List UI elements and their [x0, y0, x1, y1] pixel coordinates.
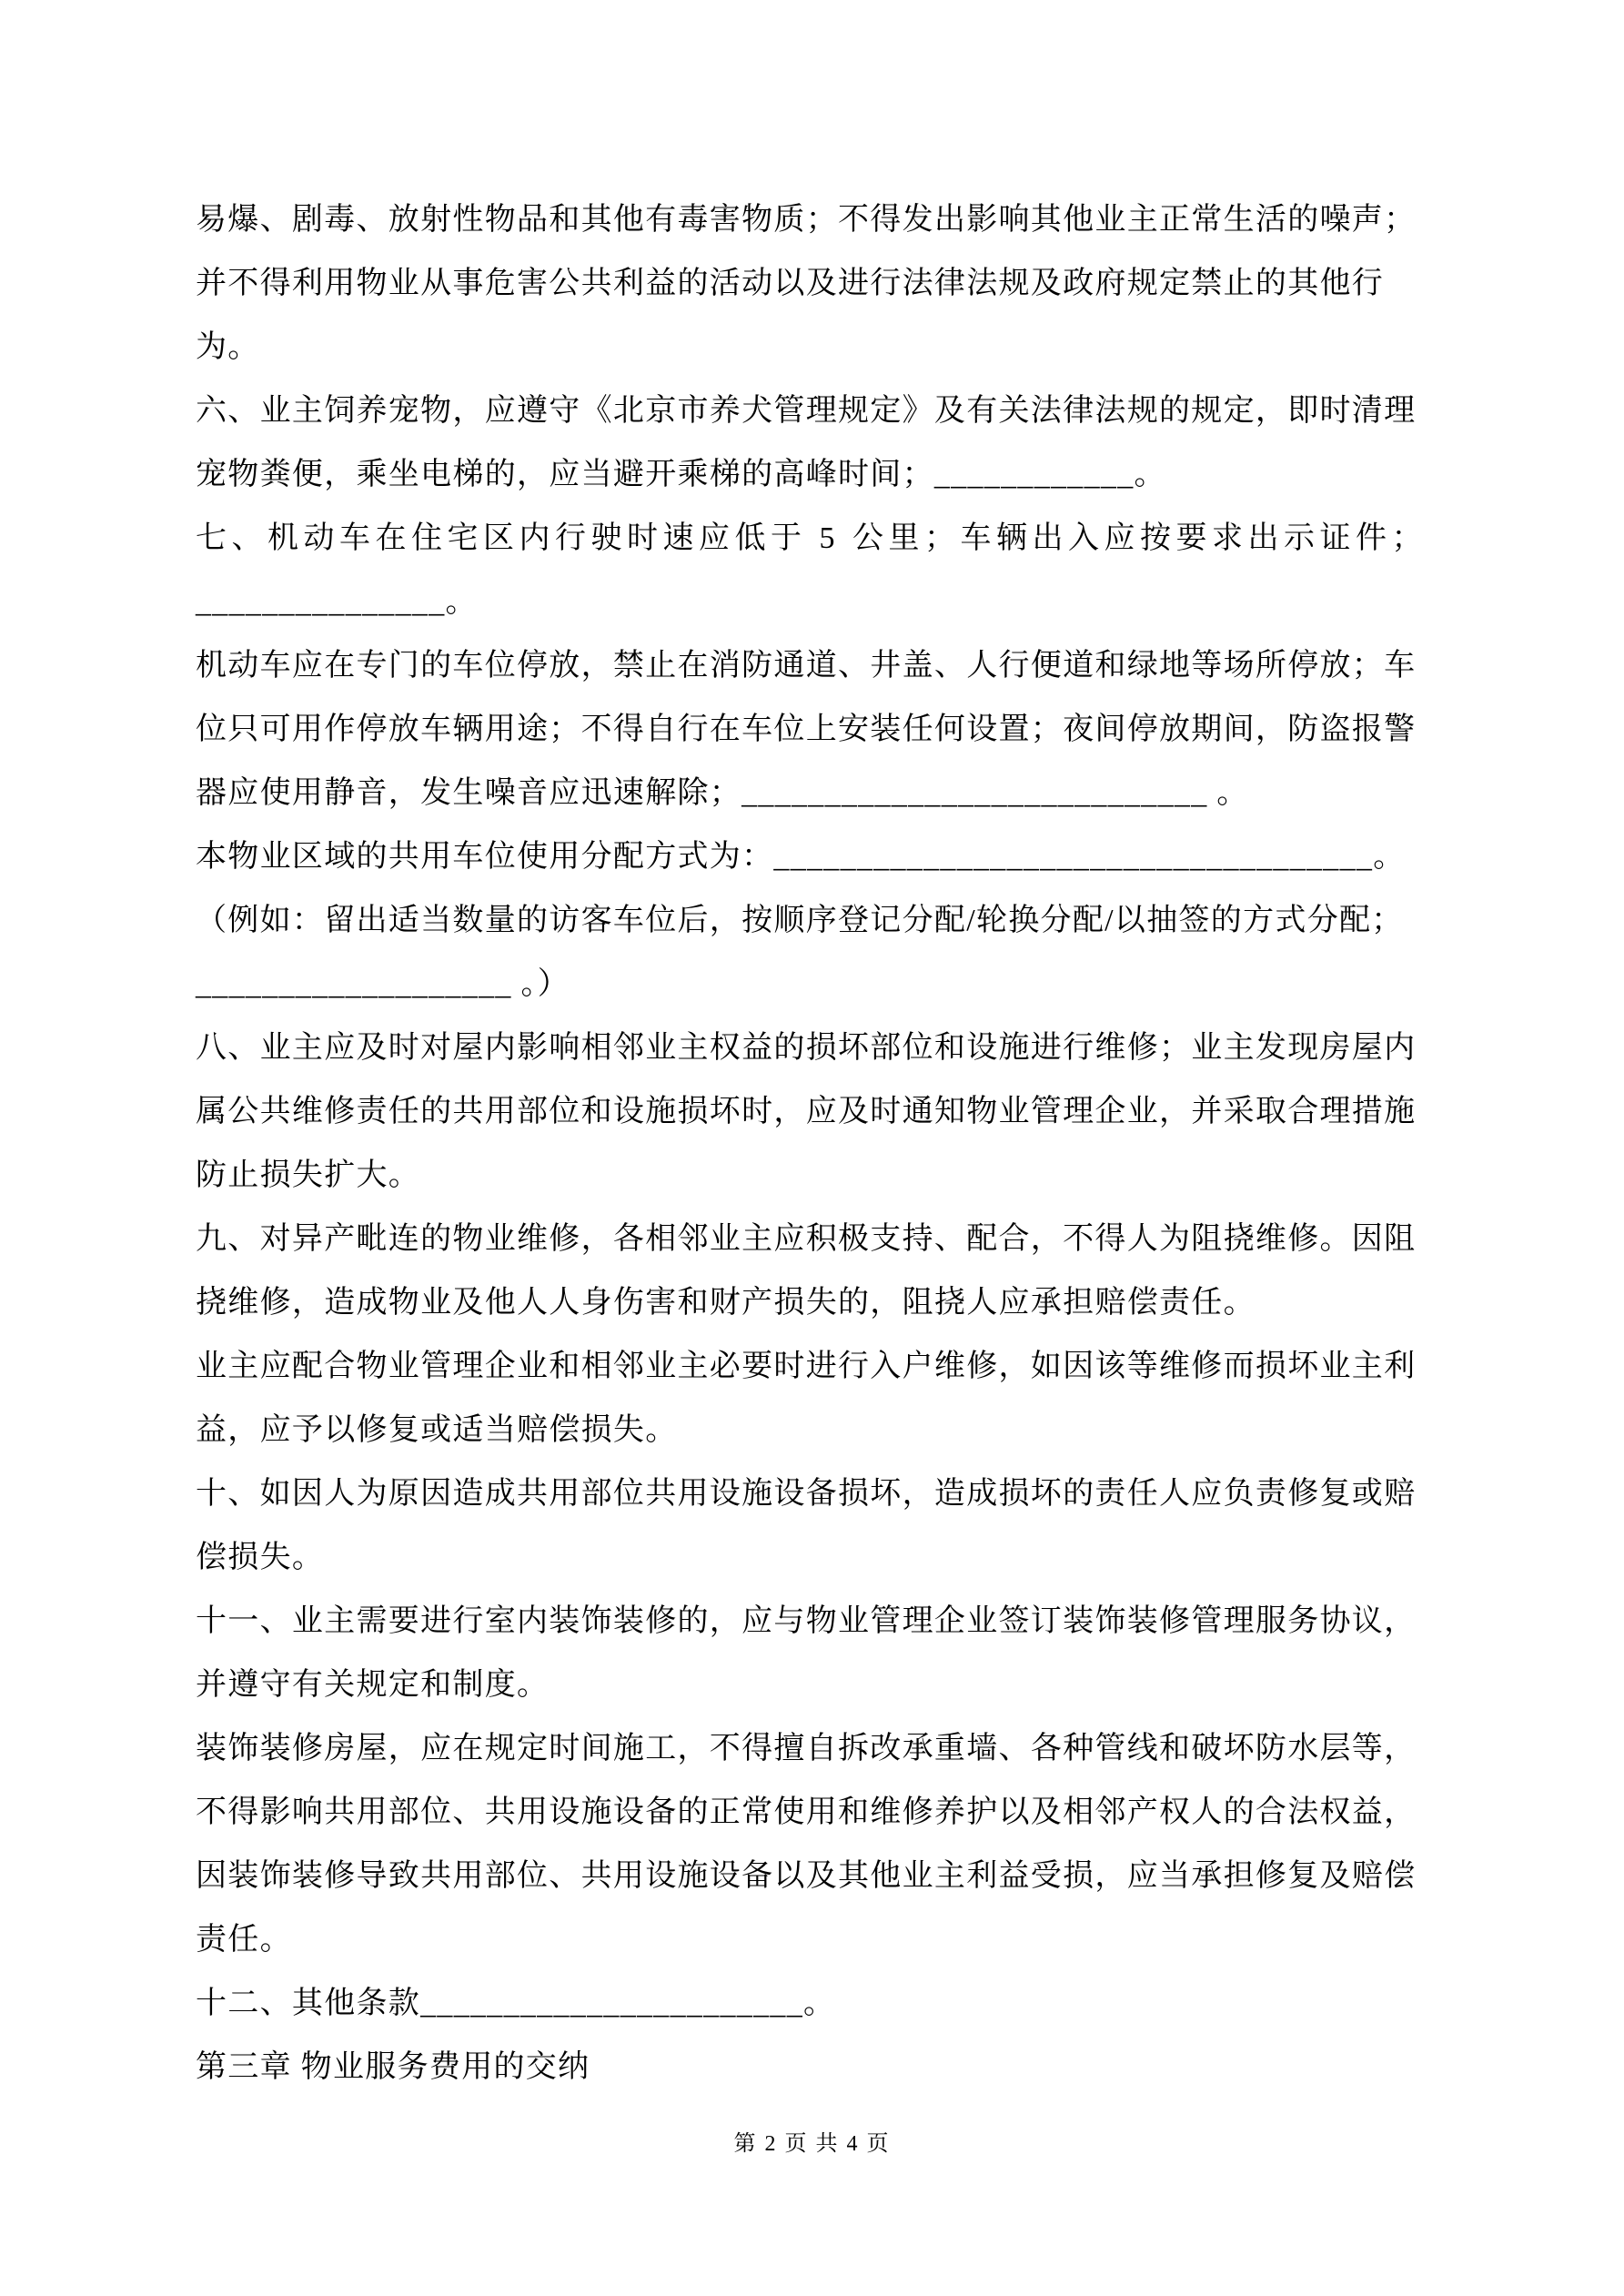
- document-line: 七、机动车在住宅区内行驶时速应低于 5 公里；车辆出入应按要求出示证件；: [196, 521, 1427, 555]
- document-line: 第三章 物业服务费用的交纳: [196, 2050, 590, 2084]
- page-number-footer: 第 2 页 共 4 页: [733, 2132, 891, 2156]
- document-line: 偿损失。: [196, 1541, 325, 1574]
- document-line: 九、对异产毗连的物业维修，各相邻业主应积极支持、配合，不得人为阻挠维修。因阻: [196, 1222, 1417, 1256]
- document-body: [196, 188, 1429, 2099]
- document-line: 本物业区域的共用车位使用分配方式为：____________________________________。: [196, 840, 1406, 874]
- document-line: 挠维修，造成物业及他人人身伤害和财产损失的，阻挠人应承担赔偿责任。: [196, 1286, 1256, 1320]
- document-line: 不得影响共用部位、共用设施设备的正常使用和维修养护以及相邻产权人的合法权益，: [196, 1795, 1417, 1829]
- document-line: 属公共维修责任的共用部位和设施损坏时，应及时通知物业管理企业，并采取合理措施: [196, 1095, 1417, 1128]
- document-line: 为。: [196, 330, 260, 364]
- document-line: 十一、业主需要进行室内装饰装修的，应与物业管理企业签订装饰装修管理服务协议，: [196, 1604, 1417, 1638]
- document-line: 易爆、剧毒、放射性物品和其他有毒害物质；不得发出影响其他业主正常生活的噪声；: [196, 203, 1417, 237]
- document-line: 装饰装修房屋，应在规定时间施工，不得擅自拆改承重墙、各种管线和破坏防水层等，: [196, 1732, 1417, 1765]
- document-line: 并遵守有关规定和制度。: [196, 1668, 550, 1702]
- document-line: 业主应配合物业管理企业和相邻业主必要时进行入户维修，如因该等维修而损坏业主利: [196, 1350, 1417, 1383]
- document-line: 益，应予以修复或适当赔偿损失。: [196, 1413, 678, 1447]
- document-line: 位只可用作停放车辆用途；不得自行在车位上安装任何设置；夜间停放期间，防盗报警: [196, 713, 1417, 746]
- document-line: 十二、其他条款_______________________。: [196, 1987, 836, 2020]
- document-line: 宠物粪便，乘坐电梯的，应当避开乘梯的高峰时间；____________。: [196, 458, 1166, 491]
- document-line: 防止损失扩大。: [196, 1158, 421, 1192]
- document-line: _______________。: [196, 585, 478, 619]
- document-line: 十、如因人为原因造成共用部位共用设施设备损坏，造成损坏的责任人应负责修复或赔: [196, 1477, 1417, 1511]
- document-line: 机动车应在专门的车位停放，禁止在消防通道、井盖、人行便道和绿地等场所停放；车: [196, 649, 1417, 683]
- document-line: 因装饰装修导致共用部位、共用设施设备以及其他业主利益受损，应当承担修复及赔偿: [196, 1859, 1417, 1893]
- document-line: ___________________ 。）: [196, 967, 570, 1001]
- document-line: 并不得利用物业从事危害公共利益的活动以及进行法律法规及政府规定禁止的其他行: [196, 267, 1385, 300]
- document-line: 六、业主饲养宠物，应遵守《北京市养犬管理规定》及有关法律法规的规定，即时清理: [196, 394, 1417, 428]
- document-line: （例如：留出适当数量的访客车位后，按顺序登记分配/轮换分配/以抽签的方式分配；: [196, 904, 1404, 937]
- document-line: 器应使用静音，发生噪音应迅速解除；____________________________ 。: [196, 776, 1249, 810]
- document-line: 责任。: [196, 1923, 292, 1957]
- document-line: 八、业主应及时对屋内影响相邻业主权益的损坏部位和设施进行维修；业主发现房屋内: [196, 1031, 1417, 1065]
